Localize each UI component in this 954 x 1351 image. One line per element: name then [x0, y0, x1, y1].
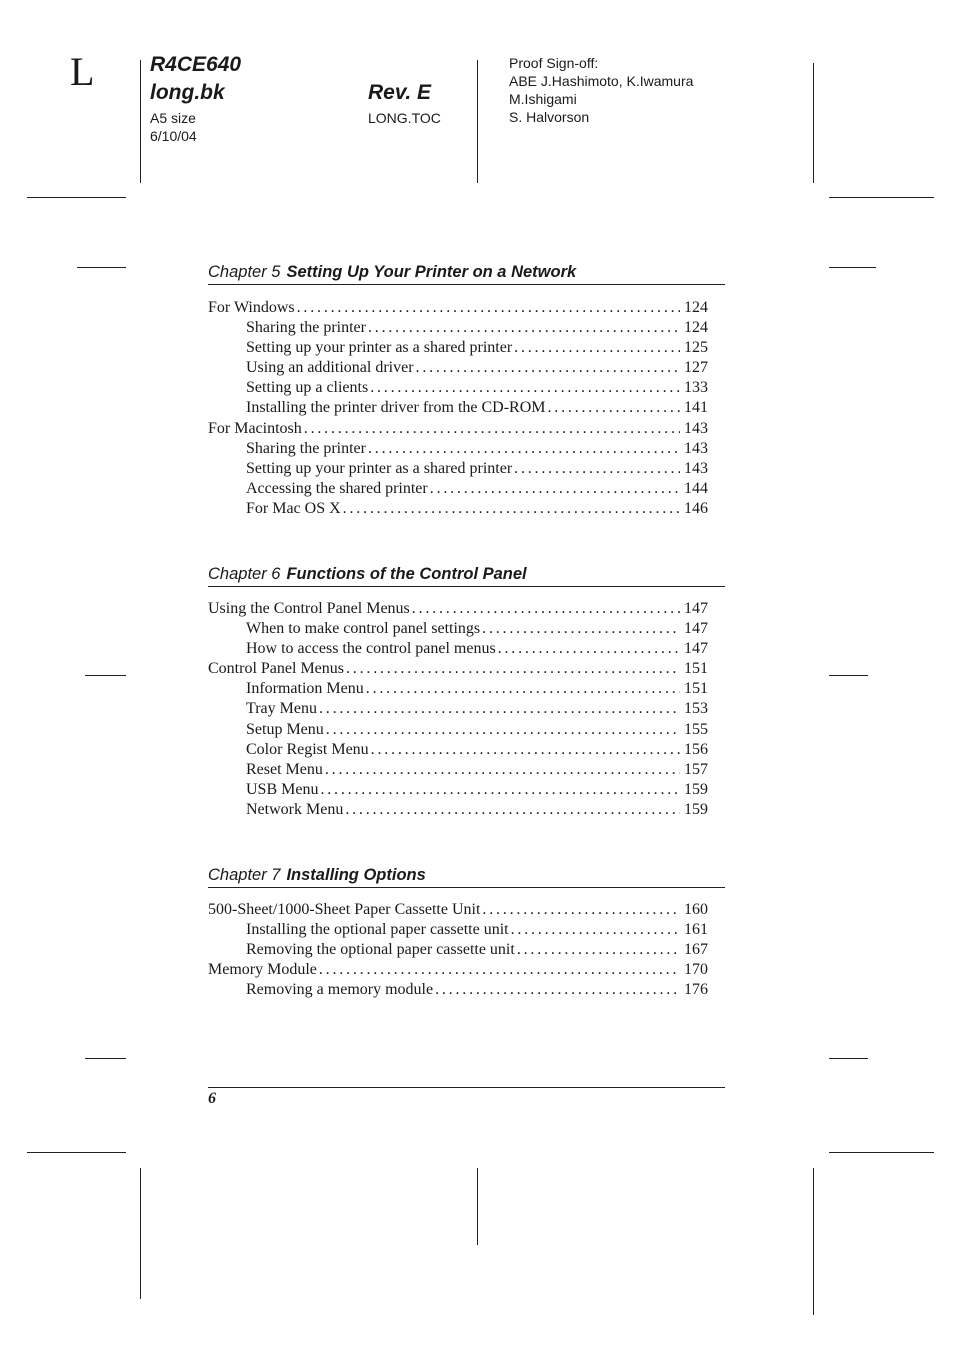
- toc-entry: [208, 338, 708, 358]
- toc-entry: [208, 318, 708, 338]
- toc-entry-page: 141: [684, 399, 708, 417]
- toc-entry: [208, 479, 708, 499]
- toc-entry-label: Information Menu: [246, 680, 364, 698]
- toc-entry-label: When to make control panel settings: [246, 620, 481, 638]
- toc-entry-label: How to access the control panel menus: [246, 640, 496, 658]
- dot-leader: [482, 619, 680, 639]
- dot-leader: [297, 298, 680, 318]
- dot-leader: [514, 459, 680, 479]
- dot-leader: [514, 338, 680, 358]
- crop-mark: [813, 63, 814, 183]
- toc-entry-label: Setup Menu: [246, 720, 324, 738]
- toc-entry-label: Tray Menu: [246, 700, 317, 718]
- dot-leader: [319, 960, 680, 980]
- toc-entry-page: 159: [684, 780, 708, 798]
- crop-mark: [140, 1168, 141, 1299]
- toc-entry: [208, 699, 708, 719]
- toc-entry-page: 151: [684, 680, 708, 698]
- dot-leader: [416, 358, 680, 378]
- chapter-number: Chapter 6: [208, 565, 281, 583]
- crop-mark: [27, 197, 126, 198]
- toc-entry-page: 143: [684, 419, 708, 437]
- toc-entry-label: Network Menu: [246, 800, 344, 818]
- toc-entry-page: 155: [684, 720, 708, 738]
- toc-entry-label: Using the Control Panel Menus: [208, 600, 410, 617]
- toc-entry-label: Removing the optional paper cassette unit: [246, 941, 515, 959]
- toc-entry-page: 146: [684, 499, 708, 517]
- toc-entry-page: 159: [684, 800, 708, 818]
- toc-entry-page: 147: [684, 640, 708, 658]
- dot-leader: [482, 900, 680, 920]
- dot-leader: [548, 398, 681, 418]
- toc-entry-page: 133: [684, 379, 708, 397]
- toc-entry: [208, 639, 708, 659]
- dot-leader: [325, 760, 680, 780]
- crop-mark: [85, 675, 126, 676]
- dot-leader: [345, 800, 680, 820]
- toc-list: [208, 298, 708, 519]
- toc-list: [208, 900, 708, 1000]
- toc-entry-label: Removing a memory module: [246, 981, 434, 999]
- toc-entry: [208, 780, 708, 800]
- toc-entry: [208, 920, 708, 940]
- dot-leader: [304, 419, 680, 439]
- toc-entry-page: 167: [684, 941, 708, 959]
- proof-line-3: S. Halvorson: [509, 109, 590, 125]
- dot-leader: [368, 318, 680, 338]
- chapter-heading: [208, 865, 725, 888]
- chapter-number: Chapter 5: [208, 263, 281, 281]
- toc-entry-page: 144: [684, 479, 708, 497]
- dot-leader: [368, 439, 680, 459]
- dot-leader: [371, 740, 680, 760]
- toc-entry-label: USB Menu: [246, 780, 319, 798]
- crop-mark: [140, 60, 141, 183]
- toc-entry-page: 124: [684, 319, 708, 337]
- toc-entry-page: 151: [684, 660, 708, 678]
- dot-leader: [511, 920, 680, 940]
- footer-rule: [208, 1087, 725, 1088]
- toc-entry: [208, 298, 708, 318]
- toc-entry: [208, 940, 708, 960]
- paper-size: A5 size: [150, 110, 196, 126]
- proof-line-2: M.Ishigami: [509, 91, 577, 107]
- toc-entry: [208, 720, 708, 740]
- dot-leader: [366, 679, 680, 699]
- toc-entry-label: Installing the printer driver from the CD-ROM: [246, 399, 546, 417]
- toc-entry-page: 143: [684, 439, 708, 457]
- toc-entry: [208, 760, 708, 780]
- crop-mark: [77, 267, 126, 268]
- toc-entry-label: Sharing the printer: [246, 439, 366, 457]
- toc-entry-page: 157: [684, 760, 708, 778]
- dot-leader: [435, 980, 680, 1000]
- toc-entry-page: 176: [684, 981, 708, 999]
- toc-entry: [208, 740, 708, 760]
- corner-letter: L: [70, 49, 95, 94]
- toc-entry-page: 160: [684, 901, 708, 918]
- revision: Rev. E: [368, 81, 432, 104]
- toc-entry: [208, 960, 708, 980]
- toc-entry: [208, 439, 708, 459]
- toc-entry-label: 500-Sheet/1000-Sheet Paper Cassette Unit: [208, 901, 481, 918]
- toc-entry-page: 147: [684, 600, 708, 617]
- crop-mark: [27, 1152, 126, 1153]
- toc-file: LONG.TOC: [368, 110, 441, 126]
- chapter-number: Chapter 7: [208, 866, 281, 884]
- crop-mark: [829, 1058, 868, 1059]
- toc-entry: [208, 619, 708, 639]
- toc-entry-page: 124: [684, 299, 708, 316]
- crop-mark: [829, 675, 868, 676]
- toc-entry-page: 170: [684, 961, 708, 979]
- toc-entry-page: 143: [684, 459, 708, 477]
- crop-mark: [85, 1058, 126, 1059]
- crop-mark: [829, 197, 934, 198]
- chapter-title: Installing Options: [286, 866, 426, 884]
- toc-entry: [208, 378, 708, 398]
- toc-entry-label: Sharing the printer: [246, 319, 366, 337]
- dot-leader: [319, 699, 680, 719]
- dot-leader: [498, 639, 680, 659]
- page-number: 6: [208, 1090, 216, 1107]
- toc-entry-page: 127: [684, 359, 708, 377]
- book-file: long.bk: [150, 81, 225, 104]
- toc-entry-page: 147: [684, 620, 708, 638]
- toc-entry-page: 125: [684, 339, 708, 357]
- proof-title: Proof Sign-off:: [509, 55, 599, 71]
- chapter-heading: [208, 564, 725, 587]
- doc-code: R4CE640: [150, 53, 242, 76]
- toc-entry-page: 156: [684, 740, 708, 758]
- toc-entry: [208, 419, 708, 439]
- dot-leader: [320, 780, 680, 800]
- toc-entry-label: Memory Module: [208, 961, 317, 979]
- toc-entry-label: Reset Menu: [246, 760, 323, 778]
- toc-entry-label: For Macintosh: [208, 419, 302, 437]
- dot-leader: [430, 479, 680, 499]
- dot-leader: [370, 378, 680, 398]
- toc-entry-label: Setting up your printer as a shared printer: [246, 459, 513, 477]
- dot-leader: [326, 720, 680, 740]
- toc-entry: [208, 679, 708, 699]
- crop-mark: [829, 1152, 934, 1153]
- toc-entry-label: Setting up a clients: [246, 379, 369, 397]
- toc-entry-page: 161: [684, 921, 708, 939]
- toc-entry: [208, 980, 708, 1000]
- crop-mark: [829, 267, 876, 268]
- toc-entry: [208, 499, 708, 519]
- toc-entry-page: 153: [684, 700, 708, 718]
- dot-leader: [412, 599, 680, 619]
- toc-list: [208, 599, 708, 820]
- toc-entry-label: Color Regist Menu: [246, 740, 369, 758]
- print-date: 6/10/04: [150, 128, 197, 144]
- chapter-title: Setting Up Your Printer on a Network: [286, 263, 577, 281]
- dot-leader: [346, 659, 680, 679]
- toc-entry-label: Installing the optional paper cassette unit: [246, 921, 509, 939]
- toc-entry: [208, 800, 708, 820]
- toc-entry: [208, 599, 708, 619]
- toc-entry-label: For Mac OS X: [246, 499, 341, 517]
- toc-entry: [208, 459, 708, 479]
- toc-entry-label: Accessing the shared printer: [246, 479, 428, 497]
- chapter-title: Functions of the Control Panel: [286, 565, 527, 583]
- toc-entry: [208, 659, 708, 679]
- dot-leader: [343, 499, 680, 519]
- toc-entry-label: Using an additional driver: [246, 359, 414, 377]
- proof-line-1: ABE J.Hashimoto, K.Iwamura: [509, 73, 694, 89]
- chapter-heading: [208, 262, 725, 285]
- toc-entry: [208, 900, 708, 920]
- crop-mark: [813, 1168, 814, 1315]
- crop-mark: [477, 1168, 478, 1245]
- dot-leader: [517, 940, 680, 960]
- toc-entry-label: Setting up your printer as a shared printer: [246, 339, 513, 357]
- toc-entry-label: For Windows: [208, 299, 295, 316]
- toc-entry-label: Control Panel Menus: [208, 660, 344, 678]
- toc-entry: [208, 398, 708, 418]
- crop-mark: [477, 60, 478, 183]
- toc-entry: [208, 358, 708, 378]
